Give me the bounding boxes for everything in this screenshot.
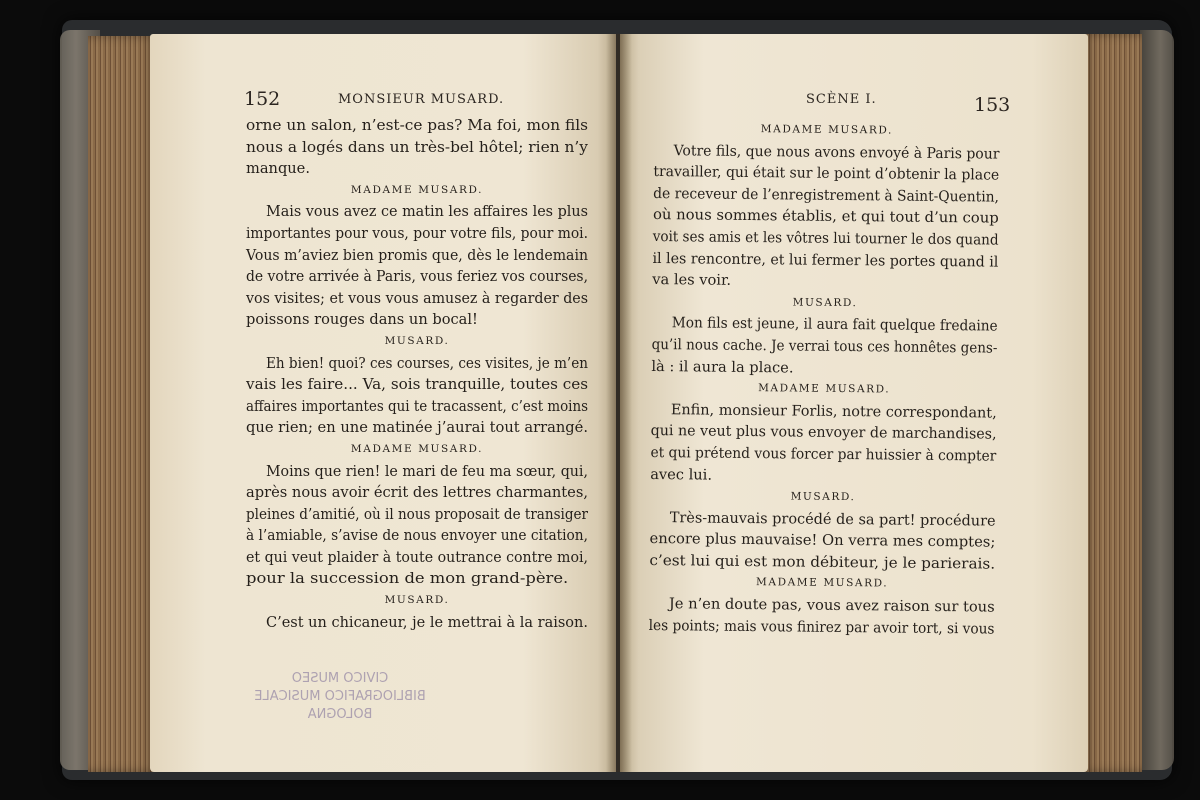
speaker-name: MUSARD. — [792, 296, 858, 309]
text-line: encore plus mauvaise! On verra mes comptes; — [649, 530, 996, 551]
text-line: C’est un chicaneur, je le mettrai à la raison. — [266, 613, 588, 631]
text-line: Votre fils, que nous avons envoyé à Paris pour — [673, 141, 1000, 163]
text-line: Mon fils est jeune, il aura fait quelque fredaine — [671, 314, 998, 335]
page-edges-left — [88, 36, 156, 772]
right-page-number: 153 — [974, 94, 1011, 116]
text-line: où nous sommes établis, et qui tout d’un coup — [652, 206, 999, 227]
text-line: Eh bien! quoi? ces courses, ces visites, je m’en — [266, 354, 588, 372]
stamp-line: BIBLIOGRAFICO MUSICALE — [254, 689, 426, 704]
text-line: après nous avoir écrit des lettres charmantes, — [246, 484, 588, 502]
speaker-name: MADAME MUSARD. — [758, 382, 891, 396]
text-line: Moins que rien! le mari de feu ma sœur, qui, — [266, 462, 588, 480]
text-line: qui ne veut plus vous envoyer de marchandises, — [650, 422, 997, 443]
left-running-head: MONSIEUR MUSARD. — [338, 92, 505, 107]
text-line: Je n’en doute pas, vous avez raison sur tous — [668, 595, 995, 616]
text-line: à l’amiable, s’avise de nous envoyer une citation, — [246, 527, 588, 545]
speaker-name: MADAME MUSARD. — [755, 576, 889, 590]
library-stamp — [250, 670, 430, 724]
text-line: il les rencontre, et lui fermer les portes quand il — [652, 249, 999, 271]
text-line: voit ses amis et les vôtres lui tourner le dos quand — [652, 227, 999, 249]
text-line: de votre arrivée à Paris, vous feriez vos courses, — [246, 268, 588, 286]
text-line: manque. — [246, 160, 310, 178]
book-gutter — [606, 34, 632, 772]
text-line: vais les faire... Va, sois tranquille, toutes ces — [246, 376, 588, 394]
text-line: de receveur de l’enregistrement à Saint-Quentin, — [653, 184, 1000, 206]
text-line: avec lui. — [650, 465, 713, 484]
speaker-name: MUSARD. — [384, 334, 450, 347]
speaker-name: MUSARD. — [384, 594, 450, 607]
text-line: Vous m’aviez bien promis que, dès le lendemain — [246, 246, 588, 264]
text-line: qu’il nous cache. Je verrai tous ces honnêtes gens- — [651, 335, 998, 357]
text-line: que rien; en une matinée j’aurai tout arrangé. — [246, 419, 588, 437]
text-line: pleines d’amitié, où il nous proposait de transiger — [246, 505, 588, 523]
text-line: va les voir. — [652, 271, 732, 289]
text-line: importantes pour vous, pour votre fils, pour moi. — [246, 224, 588, 242]
text-line: Mais vous avez ce matin les affaires les plus — [266, 203, 588, 221]
speaker-name: MADAME MUSARD. — [350, 442, 484, 455]
text-line: et qui veut plaider à toute outrance contre moi, — [246, 548, 588, 566]
text-line: là : il aura la place. — [651, 357, 794, 377]
text-line: c’est lui qui est mon débiteur, je le parierais. — [649, 551, 996, 573]
stamp-line: BOLOGNA — [307, 707, 373, 722]
speaker-name: MADAME MUSARD. — [760, 123, 894, 137]
text-line: Très-mauvais procédé de sa part! procédure — [669, 508, 996, 530]
left-page-text — [246, 115, 588, 633]
text-line: poissons rouges dans un bocal! — [246, 311, 478, 329]
text-line: orne un salon, n’est-ce pas? Ma foi, mon fils — [246, 117, 588, 134]
text-line: affaires importantes qui te tracassent, c’est moins — [246, 397, 588, 415]
right-running-head: SCÈNE I. — [806, 92, 877, 107]
text-line: pour la succession de mon grand-père. — [246, 570, 569, 588]
text-line: Enfin, monsieur Forlis, notre correspondant, — [670, 400, 997, 422]
text-line: nous a logés dans un très-bel hôtel; rien n’y — [246, 138, 588, 156]
text-line: les points; mais vous finirez par avoir tort, si vous — [648, 616, 995, 638]
page-edges-right — [1082, 34, 1142, 772]
stamp-line: CIVICO MUSEO — [291, 671, 389, 686]
left-page-number: 152 — [244, 88, 281, 110]
text-line: travailler, qui était sur le point d’obtenir la place — [653, 163, 1000, 184]
speaker-name: MADAME MUSARD. — [350, 183, 484, 196]
right-page-text — [649, 118, 1000, 640]
cover-edge-right — [1140, 30, 1174, 770]
text-line: vos visites; et vous vous amusez à regarder des — [246, 289, 588, 307]
text-line: et qui prétend vous forcer par huissier à compter — [650, 443, 997, 465]
speaker-name: MUSARD. — [790, 490, 856, 504]
